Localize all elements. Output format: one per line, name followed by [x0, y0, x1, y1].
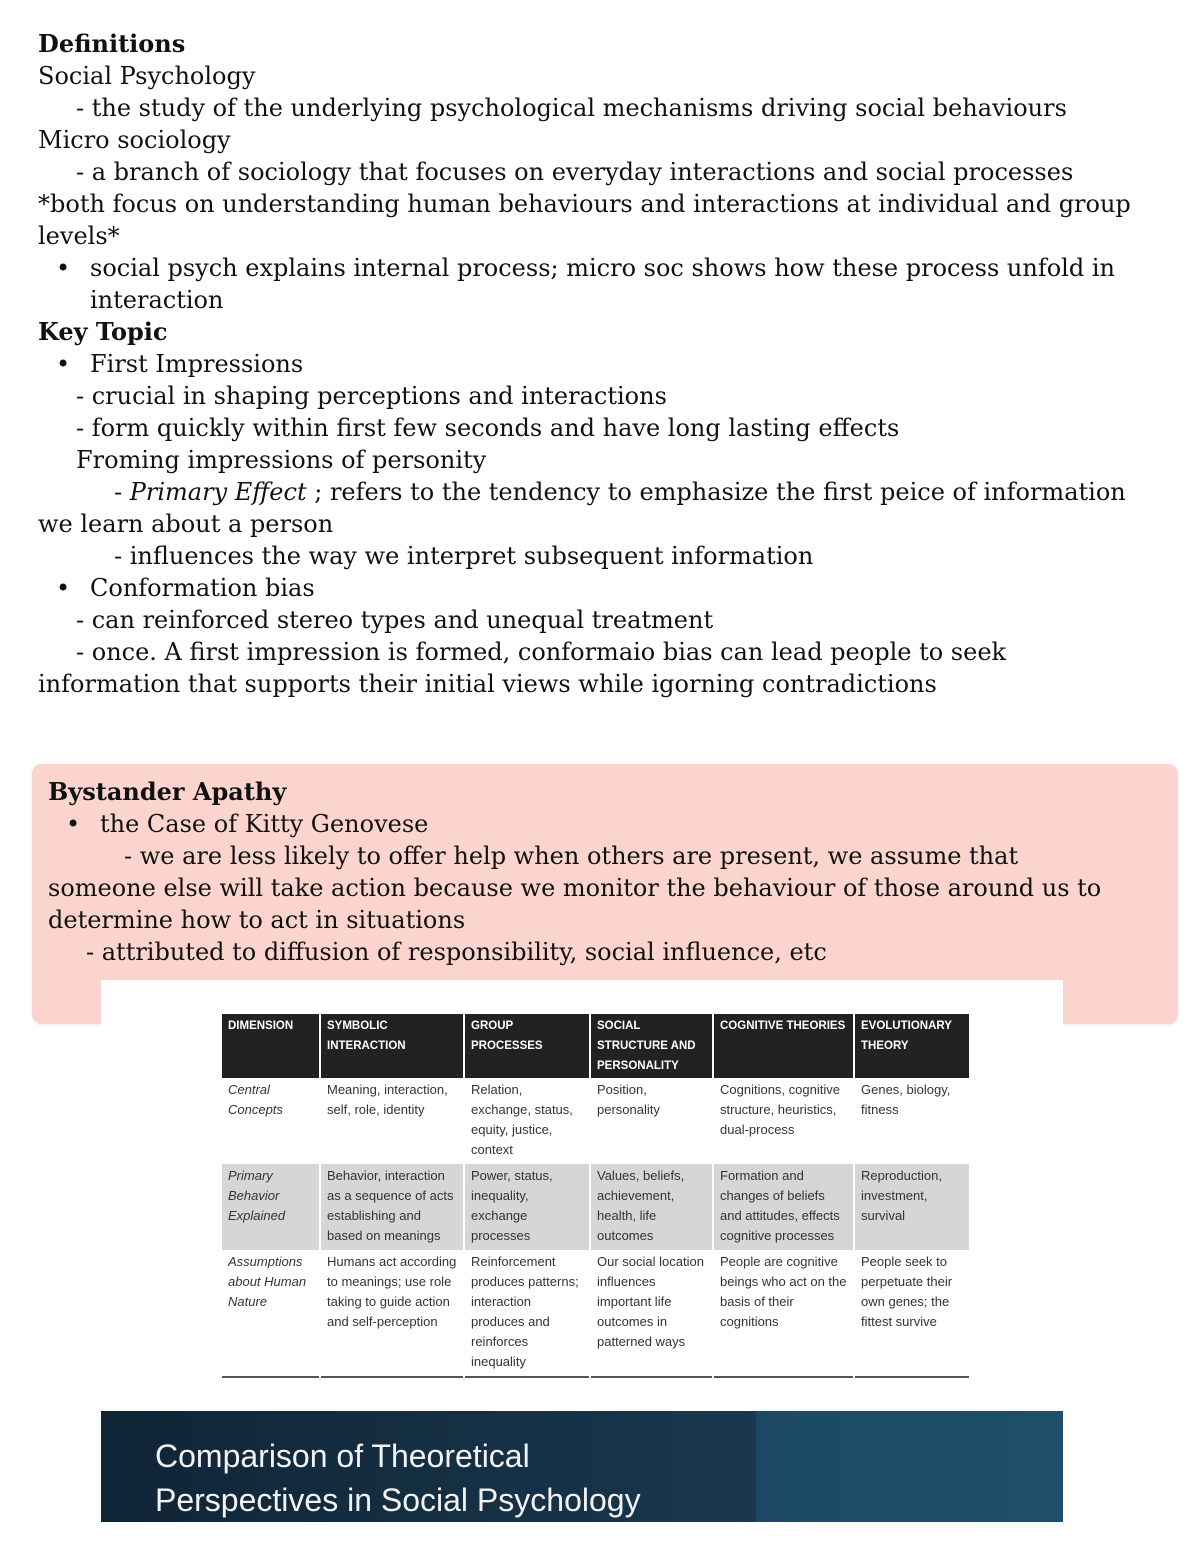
micro-soc-term: Micro sociology [38, 126, 231, 154]
table-cell: Reinforcement produces patterns; interaction produces and reinforces inequality [464, 1250, 590, 1377]
table-cell: People seek to perpetuate their own genes; the fittest survive [854, 1250, 970, 1377]
table-header-row [222, 1014, 970, 1078]
table-cell: Genes, biology, fitness [854, 1078, 970, 1164]
callout-heading: Bystander Apathy [48, 777, 287, 806]
social-psych-term: Social Psychology [38, 62, 256, 90]
table-cell-dimension: Primary Behavior Explained [222, 1164, 320, 1250]
primary-effect-term: Primary Effect [129, 478, 307, 506]
column-header: DIMENSION [222, 1014, 320, 1078]
first-impressions-label: First Impressions [90, 350, 304, 378]
table-cell: Our social location influences important life outcomes in patterned ways [590, 1250, 713, 1377]
table-row [222, 1250, 970, 1377]
column-header: SYMBOLIC INTERACTION [320, 1014, 464, 1078]
table-cell: Cognitions, cognitive structure, heuristics, dual-process [713, 1078, 854, 1164]
table-row [222, 1164, 970, 1250]
list-item [38, 252, 1168, 316]
column-header: COGNITIVE THEORIES [713, 1014, 854, 1078]
first-impressions-point: - crucial in shaping perceptions and interactions [76, 382, 667, 410]
first-impressions-point: - form quickly within first few seconds and have long lasting effects [76, 414, 900, 442]
confirmation-bias-point: - once. A first impression is formed, conformaio bias can lead people to seek [76, 638, 1007, 666]
table-cell: Behavior, interaction as a sequence of acts establishing and based on meanings [320, 1164, 464, 1250]
confirmation-bias-point: - can reinforced stereo types and unequal treatment [76, 606, 714, 634]
bullet-text: social psych explains internal process; micro soc shows how these process unfold in interaction [90, 254, 1115, 314]
table-cell: Reproduction, investment, survival [854, 1164, 970, 1250]
list-item [48, 808, 1158, 840]
table-cell: Power, status, inequality, exchange processes [464, 1164, 590, 1250]
banner-title-line: Comparison of Theoretical [155, 1438, 530, 1474]
primary-effect-continuation: we learn about a person [38, 510, 334, 538]
comparison-table [222, 1014, 971, 1378]
banner-title-line: Perspectives in Social Psychology [155, 1482, 641, 1518]
column-header: EVOLUTIONARY THEORY [854, 1014, 970, 1078]
bullet-icon: • [56, 254, 71, 282]
primary-effect-line [38, 476, 1168, 508]
definitions-heading: Definitions [38, 29, 186, 58]
banner-title [155, 1434, 915, 1522]
primary-effect-point: - influences the way we interpret subsequent information [114, 542, 814, 570]
bullet-icon: • [66, 810, 81, 838]
table-cell-dimension: Central Concepts [222, 1078, 320, 1164]
table-cell: Values, beliefs, achievement, health, life outcomes [590, 1164, 713, 1250]
bullet-icon: • [56, 350, 71, 378]
bystander-callout-text [48, 776, 1158, 968]
table-cell: Meaning, interaction, self, role, identity [320, 1078, 464, 1164]
confirmation-bias-label: Conformation bias [90, 574, 315, 602]
confirmation-bias-continuation: information that supports their initial views while igorning contradictions [38, 670, 937, 698]
key-topic-heading: Key Topic [38, 317, 168, 346]
table-cell: People are cognitive beings who act on the basis of their cognitions [713, 1250, 854, 1377]
callout-bullet-text: the Case of Kitty Genovese [100, 810, 429, 838]
callout-line: - attributed to diffusion of responsibility, social influence, etc [86, 938, 827, 966]
table-cell: Humans act according to meanings; use role taking to guide action and self-perception [320, 1250, 464, 1377]
micro-soc-definition: - a branch of sociology that focuses on everyday interactions and social processes [76, 158, 1074, 186]
table-cell: Position, personality [590, 1078, 713, 1164]
forming-impressions-label: Froming impressions of personity [76, 446, 487, 474]
table-cell: Formation and changes of beliefs and attitudes, effects cognitive processes [713, 1164, 854, 1250]
list-item [38, 348, 1168, 380]
callout-line: - we are less likely to offer help when others are present, we assume that [124, 842, 1019, 870]
column-header: SOCIAL STRUCTURE AND PERSONALITY [590, 1014, 713, 1078]
table-cell-dimension: Assumptions about Human Nature [222, 1250, 320, 1377]
notes-section [38, 28, 1168, 700]
callout-line: someone else will take action because we monitor the behaviour of those around us to determine how to act in situations [48, 874, 1102, 934]
primary-effect-definition: ; refers to the tendency to emphasize the first peice of information [306, 478, 1126, 506]
bullet-icon: • [56, 574, 71, 602]
social-psych-definition: - the study of the underlying psychological mechanisms driving social behaviours [76, 94, 1067, 122]
dash-text: - [114, 478, 130, 506]
table-cell: Relation, exchange, status, equity, justice, context [464, 1078, 590, 1164]
column-header: GROUP PROCESSES [464, 1014, 590, 1078]
table-row [222, 1078, 970, 1164]
both-focus-note: *both focus on understanding human behaviours and interactions at individual and group levels* [38, 190, 1131, 250]
list-item [38, 572, 1168, 604]
